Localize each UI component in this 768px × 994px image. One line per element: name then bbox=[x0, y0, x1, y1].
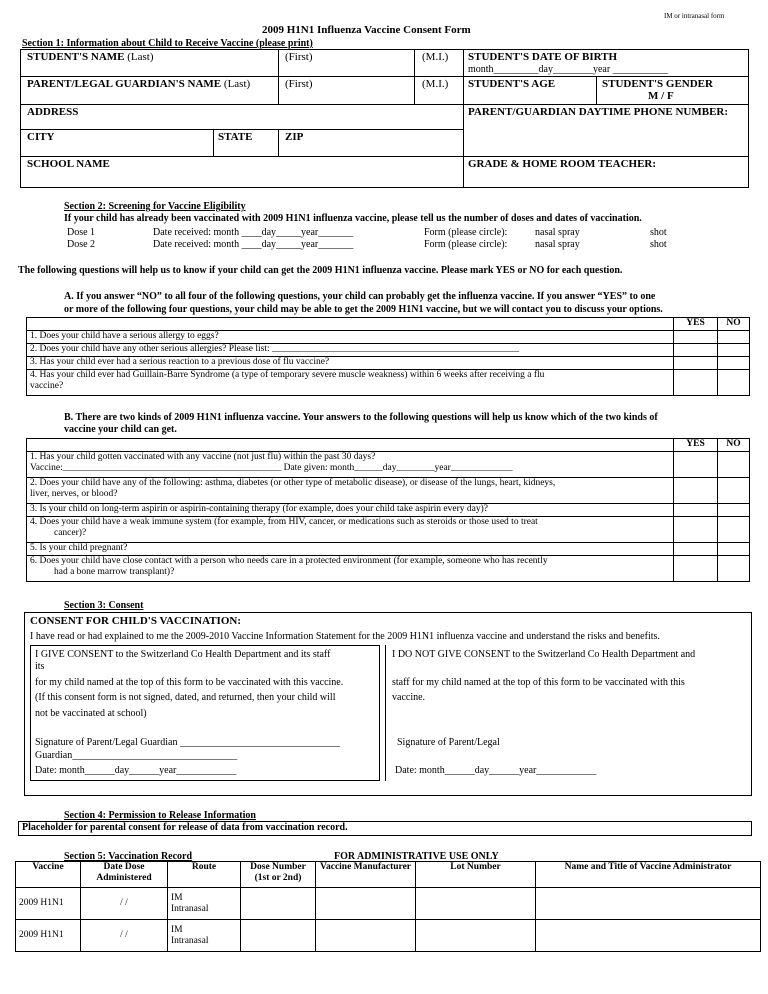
vaccination-record-table bbox=[15, 861, 761, 952]
part-b-instructions-2: vaccine your child can get. bbox=[64, 424, 177, 435]
no-checkbox[interactable] bbox=[718, 452, 750, 478]
record-route[interactable]: IM Intranasal bbox=[168, 920, 241, 952]
school-field[interactable]: SCHOOL NAME bbox=[27, 158, 110, 170]
guardian-name-field[interactable]: PARENT/LEGAL GUARDIAN'S NAME (Last) bbox=[27, 78, 251, 90]
no-checkbox[interactable] bbox=[718, 370, 750, 396]
no-checkbox[interactable] bbox=[718, 331, 750, 344]
table-row bbox=[27, 504, 750, 517]
question-b2: 2. Does your child have any of the following: asthma, diabetes (or other type of metabolic disease), or disease of the lungs, heart, kidneys, liver, nerves, or blood? bbox=[27, 478, 674, 504]
table-row bbox=[27, 370, 750, 396]
col-dose-number: Dose Number (1st or 2nd) bbox=[241, 862, 316, 888]
notgive-consent-line2: staff for my child named at the top of this form to be vaccinated with this bbox=[392, 677, 685, 688]
give-consent-signature-guardian[interactable]: Guardian_________________________________ bbox=[35, 750, 238, 761]
yes-checkbox[interactable] bbox=[674, 331, 718, 344]
record-administrator[interactable] bbox=[536, 888, 761, 920]
part-b-instructions-1: B. There are two kinds of 2009 H1N1 influenza vaccine. Your answers to the following questions will help us know which of the two kinds of bbox=[64, 412, 658, 423]
question-b1: 1. Has your child gotten vaccinated with any vaccine (not just flu) within the past 30 days? Vaccine:______________________________________________ Date given: month______day________year_____________ bbox=[27, 452, 674, 478]
col-vaccine: Vaccine bbox=[16, 862, 81, 888]
yes-header: YES bbox=[674, 439, 718, 452]
yes-checkbox[interactable] bbox=[674, 344, 718, 357]
record-date[interactable]: / / bbox=[81, 888, 168, 920]
release-info-text: Placeholder for parental consent for release of data from vaccination record. bbox=[22, 822, 348, 833]
record-manufacturer[interactable] bbox=[316, 888, 416, 920]
table-row bbox=[27, 543, 750, 556]
question-b3: 3. Is your child on long-term aspirin or aspirin-containing therapy (for example, does your child take aspirin every day)? bbox=[27, 504, 674, 517]
question-b4: 4. Does your child have a weak immune system (for example, from HIV, cancer, or medications such as steroids or those used to treat cancer)? bbox=[27, 517, 674, 543]
phone-field[interactable]: PARENT/GUARDIAN DAYTIME PHONE NUMBER: bbox=[468, 106, 729, 118]
dose2-shot-option[interactable]: shot bbox=[650, 239, 667, 250]
give-consent-line2: its bbox=[35, 661, 45, 672]
yes-checkbox[interactable] bbox=[674, 517, 718, 543]
no-checkbox[interactable] bbox=[718, 478, 750, 504]
yes-checkbox[interactable] bbox=[674, 370, 718, 396]
state-field[interactable]: STATE bbox=[218, 131, 253, 143]
dose1-label: Dose 1 bbox=[67, 227, 96, 238]
question-b5: 5. Is your child pregnant? bbox=[27, 543, 674, 556]
yes-checkbox[interactable] bbox=[674, 478, 718, 504]
question-a3: 3. Has your child ever had a serious reaction to a previous dose of flu vaccine? bbox=[27, 357, 674, 370]
table-header-row bbox=[16, 862, 761, 888]
guardian-mi-label: (M.I.) bbox=[422, 78, 449, 90]
table-row bbox=[27, 556, 750, 582]
record-manufacturer[interactable] bbox=[316, 920, 416, 952]
table-row bbox=[16, 888, 761, 920]
part-a-instructions-2: or more of the following four questions, your child may be able to get the 2009 H1N1 vaccine, but we will contact you to discuss your options. bbox=[64, 304, 663, 315]
page-title: 2009 H1N1 Influenza Vaccine Consent Form bbox=[262, 24, 471, 36]
dose1-shot-option[interactable]: shot bbox=[650, 227, 667, 238]
dob-label: STUDENT'S DATE OF BIRTH bbox=[468, 51, 618, 63]
record-lot[interactable] bbox=[416, 888, 536, 920]
table-row bbox=[27, 357, 750, 370]
give-consent-line1: I GIVE CONSENT to the Switzerland Co Health Department and its staff bbox=[35, 649, 331, 660]
dose2-nasal-option[interactable]: nasal spray bbox=[535, 239, 580, 250]
part-b-table bbox=[26, 438, 750, 582]
record-dose-number[interactable] bbox=[241, 888, 316, 920]
col-date: Date Dose Administered bbox=[81, 862, 168, 888]
dose2-date-field[interactable]: Date received: month ____day_____year_______ bbox=[153, 239, 354, 250]
consent-statement: I have read or had explained to me the 2009-2010 Vaccine Information Statement for the 2009 H1N1 influenza vaccine and understand the risks and benefits. bbox=[30, 631, 660, 642]
city-field[interactable]: CITY bbox=[27, 131, 55, 143]
form-variant-note: IM or intranasal form bbox=[664, 12, 725, 20]
table-row bbox=[27, 517, 750, 543]
consent-title: CONSENT FOR CHILD'S VACCINATION: bbox=[30, 615, 241, 627]
no-checkbox[interactable] bbox=[718, 543, 750, 556]
col-lot: Lot Number bbox=[416, 862, 536, 888]
give-consent-line3: for my child named at the top of this form to be vaccinated with this vaccine. bbox=[35, 677, 344, 688]
notgive-consent-line3: vaccine. bbox=[392, 692, 426, 703]
yes-checkbox[interactable] bbox=[674, 504, 718, 517]
record-lot[interactable] bbox=[416, 920, 536, 952]
screening-intro: The following questions will help us to know if your child can get the 2009 H1N1 influenza vaccine. Please mark YES or NO for each question. bbox=[18, 265, 623, 276]
record-administrator[interactable] bbox=[536, 920, 761, 952]
col-administrator: Name and Title of Vaccine Administrator bbox=[536, 862, 761, 888]
no-checkbox[interactable] bbox=[718, 556, 750, 582]
no-header: NO bbox=[718, 318, 750, 331]
guardian-first-label: (First) bbox=[285, 78, 313, 90]
student-first-label: (First) bbox=[285, 51, 313, 63]
give-consent-signature[interactable]: Signature of Parent/Legal Guardian ________________________________ bbox=[35, 737, 340, 748]
no-checkbox[interactable] bbox=[718, 344, 750, 357]
admin-use-label: FOR ADMINISTRATIVE USE ONLY bbox=[334, 851, 499, 862]
notgive-consent-date[interactable]: Date: month______day______year____________ bbox=[395, 765, 597, 776]
table-row bbox=[27, 452, 750, 478]
part-a-instructions-1: A. If you answer “NO” to all four of the following questions, your child can probably get the influenza vaccine. If you answer “YES” to one bbox=[64, 291, 656, 302]
yes-checkbox[interactable] bbox=[674, 357, 718, 370]
address-field[interactable]: ADDRESS bbox=[27, 106, 79, 118]
dose2-label: Dose 2 bbox=[67, 239, 96, 250]
no-checkbox[interactable] bbox=[718, 517, 750, 543]
no-checkbox[interactable] bbox=[718, 357, 750, 370]
dose1-date-field[interactable]: Date received: month ____day_____year_______ bbox=[153, 227, 354, 238]
record-date[interactable]: / / bbox=[81, 920, 168, 952]
dose1-nasal-option[interactable]: nasal spray bbox=[535, 227, 580, 238]
record-vaccine: 2009 H1N1 bbox=[16, 888, 81, 920]
question-a1: 1. Does your child have a serious allergy to eggs? bbox=[27, 331, 674, 344]
col-route: Route bbox=[168, 862, 241, 888]
give-consent-date[interactable]: Date: month______day______year____________ bbox=[35, 765, 237, 776]
table-row bbox=[16, 920, 761, 952]
give-consent-line5: not be vaccinated at school) bbox=[35, 708, 147, 719]
gender-label: STUDENT'S GENDER bbox=[602, 78, 713, 90]
prior-vaccination-prompt: If your child has already been vaccinated with 2009 H1N1 influenza vaccine, please tell us the number of doses and dates of vaccination. bbox=[64, 213, 642, 224]
student-mi-label: (M.I.) bbox=[422, 51, 449, 63]
section4-heading: Section 4: Permission to Release Information bbox=[64, 810, 256, 821]
section1-heading: Section 1: Information about Child to Receive Vaccine (please print) bbox=[22, 38, 313, 49]
record-dose-number[interactable] bbox=[241, 920, 316, 952]
dose2-form-label: Form (please circle): bbox=[424, 239, 508, 250]
section2-heading: Section 2: Screening for Vaccine Eligibility bbox=[64, 201, 246, 212]
gender-options[interactable]: M / F bbox=[648, 90, 674, 102]
record-route[interactable]: IM Intranasal bbox=[168, 888, 241, 920]
yes-checkbox[interactable] bbox=[674, 556, 718, 582]
table-row bbox=[27, 331, 750, 344]
zip-field[interactable]: ZIP bbox=[285, 131, 304, 143]
table-row bbox=[27, 478, 750, 504]
part-a-table bbox=[26, 317, 750, 396]
notgive-consent-signature[interactable]: Signature of Parent/Legal bbox=[397, 737, 500, 748]
student-name-field[interactable]: STUDENT'S NAME (Last) bbox=[27, 51, 154, 63]
yes-checkbox[interactable] bbox=[674, 543, 718, 556]
yes-header: YES bbox=[674, 318, 718, 331]
age-field[interactable]: STUDENT'S AGE bbox=[468, 78, 556, 90]
table-row bbox=[27, 344, 750, 357]
section5-heading: Section 5: Vaccination Record bbox=[64, 851, 193, 862]
col-manufacturer: Vaccine Manufacturer bbox=[316, 862, 416, 888]
question-a2: 2. Does your child have any other serious allergies? Please list: ____________________________________________________ bbox=[27, 344, 674, 357]
question-b6: 6. Does your child have close contact with a person who needs care in a protected environment (for example, someone who has recently had a bone marrow transplant)? bbox=[27, 556, 674, 582]
dose1-form-label: Form (please circle): bbox=[424, 227, 508, 238]
record-vaccine: 2009 H1N1 bbox=[16, 920, 81, 952]
question-a4: 4. Has your child ever had Guillain-Barre Syndrome (a type of temporary severe muscle weakness) within 6 weeks after receiving a flu vaccine? bbox=[27, 370, 674, 396]
dob-field[interactable]: month_________day________year ___________ bbox=[468, 64, 668, 75]
grade-field[interactable]: GRADE & HOME ROOM TEACHER: bbox=[468, 158, 657, 170]
section3-heading: Section 3: Consent bbox=[64, 600, 144, 611]
no-header: NO bbox=[718, 439, 750, 452]
no-checkbox[interactable] bbox=[718, 504, 750, 517]
yes-checkbox[interactable] bbox=[674, 452, 718, 478]
notgive-consent-line1: I DO NOT GIVE CONSENT to the Switzerland Co Health Department and bbox=[392, 649, 696, 660]
give-consent-line4: (If this consent form is not signed, dated, and returned, then your child will bbox=[35, 692, 336, 703]
